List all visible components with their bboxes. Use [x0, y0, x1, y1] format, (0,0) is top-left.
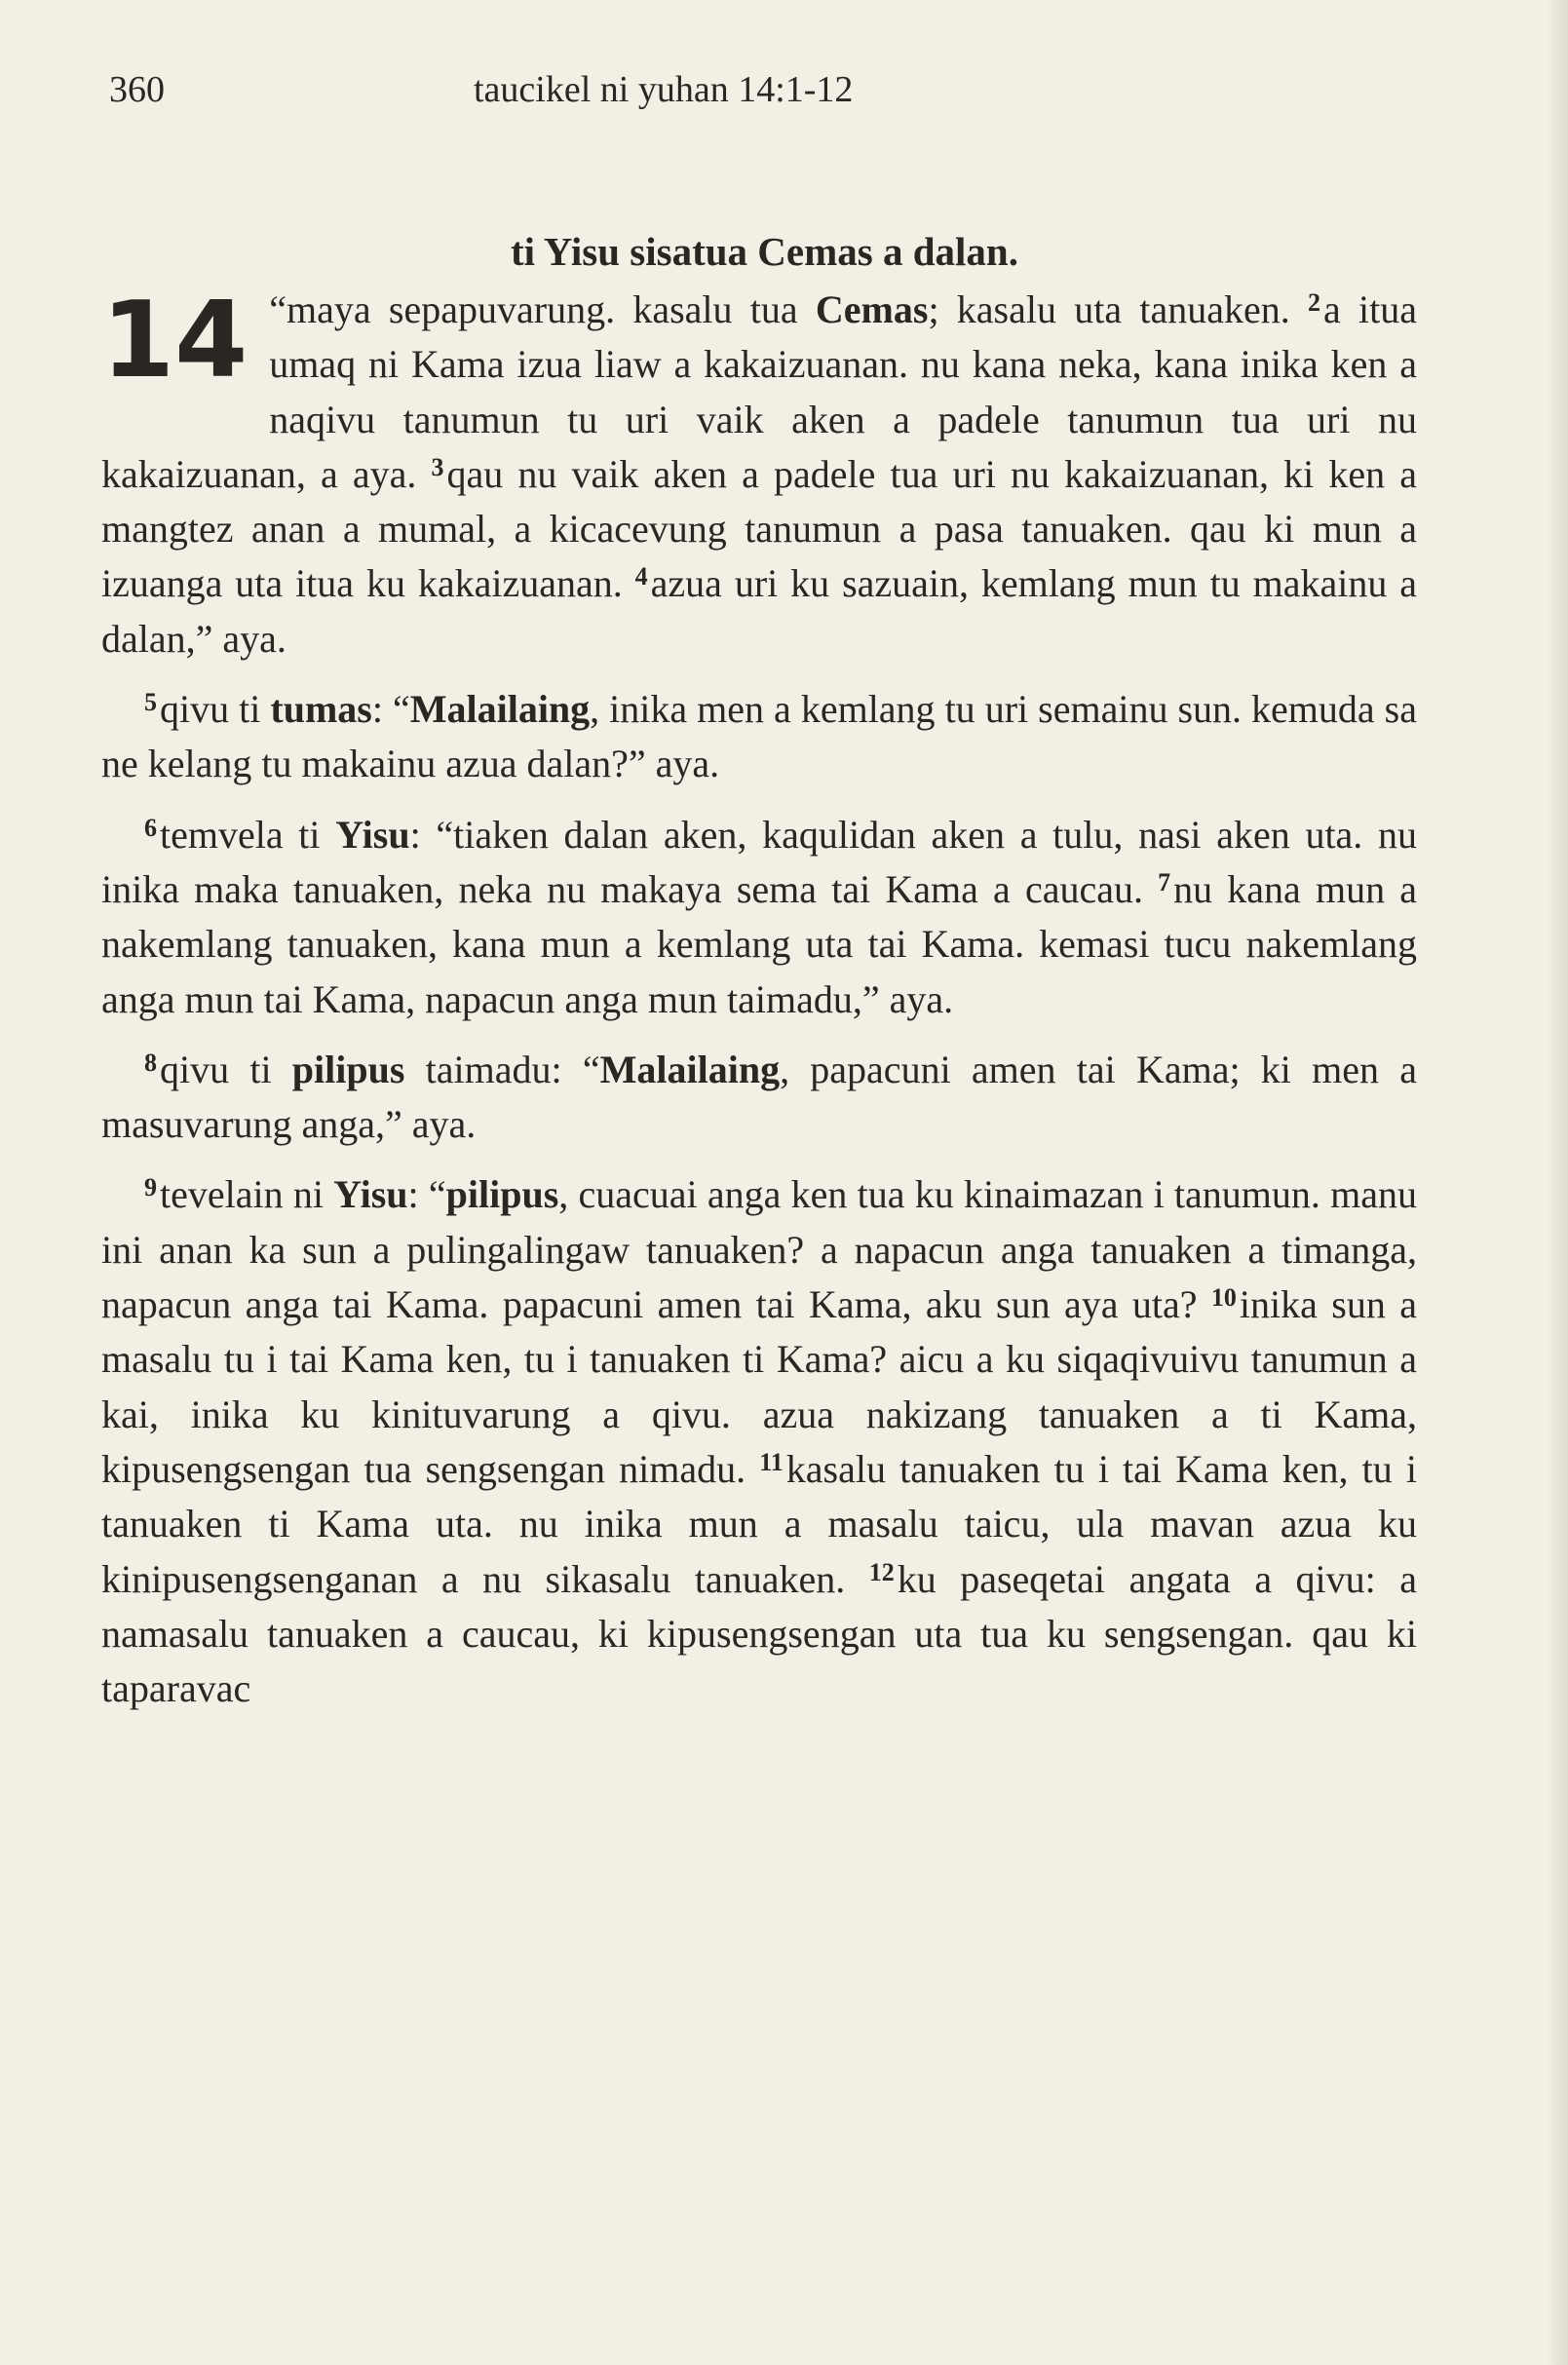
verse-text: “maya sepapuvarung. kasalu tua — [269, 287, 816, 331]
bold-name: tumas — [270, 687, 372, 732]
bold-name: pilipus — [445, 1172, 559, 1217]
verse-text: : “ — [371, 687, 410, 732]
verse-number: 12 — [868, 1557, 895, 1586]
page-number: 360 — [109, 69, 165, 110]
paragraph-5 — [101, 1167, 1417, 1716]
bold-name: Cemas — [815, 287, 929, 331]
section-heading: ti Yisu sisatua Cemas a dalan. — [511, 229, 1018, 274]
verse-number: 2 — [1308, 288, 1321, 317]
verse-text: temvela ti — [160, 812, 336, 857]
paragraph-content — [101, 280, 1418, 661]
paragraph-4 — [101, 1043, 1417, 1153]
bold-name: Malailaing — [409, 687, 591, 732]
verse-text: qau nu vaik aken a padele tua uri nu kakaizuanan, ki ken a mangtez anan a mumal, a kicacevung tanumun a pasa tanuaken. qau ki mun a izuanga uta itua ku kakaizuanan. — [101, 451, 1418, 606]
verse-text: , papacuni amen tai Kama; ki men a masuvarung anga,” aya. — [101, 1047, 1417, 1147]
bold-name: Malailaing — [599, 1047, 781, 1091]
verse-text: qivu ti — [160, 1047, 292, 1091]
verse-number: 6 — [144, 813, 157, 842]
verse-text: azua uri ku sazuain, kemlang mun tu makainu a dalan,” aya. — [101, 561, 1418, 661]
verse-text: inika sun a masalu tu i tai Kama ken, tu i tanuaken ti Kama? aicu a ku siqaqivuivu tanumun a kai, inika ku kinituvarung a qivu. azua nakizang tanuaken a ti Kama, kipusengsengan tua sengsengan nimadu. — [101, 1282, 1417, 1491]
bold-name: pilipus — [291, 1047, 405, 1091]
verse-text: qivu ti — [160, 687, 271, 732]
verse-text: taimadu: “ — [404, 1047, 600, 1091]
verse-text: : “tiaken dalan aken, kaqulidan aken a tulu, nasi aken uta. nu inika maka tanuaken, neka nu makaya sema tai Kama a caucau. — [101, 812, 1418, 911]
verse-number: 5 — [144, 688, 157, 717]
verse-number: 8 — [144, 1048, 157, 1077]
running-head: taucikel ni yuhan 14:1-12 — [474, 69, 854, 110]
paragraph-2 — [101, 682, 1417, 792]
chapter-number: 14 — [101, 280, 249, 401]
chapter-body — [101, 280, 1418, 1716]
verse-number: 9 — [144, 1173, 157, 1202]
verse-number: 3 — [431, 452, 444, 481]
paragraph-content — [101, 687, 1417, 785]
verse-text: a itua umaq ni Kama izua liaw a kakaizuanan. nu kana neka, kana inika ken a naqivu tanumun tu uri vaik aken a padele tanumun tua uri nu kakaizuanan, a aya. — [101, 287, 1418, 496]
verse-number: 11 — [759, 1447, 784, 1476]
verse-text: : “ — [407, 1172, 446, 1217]
bold-name: Yisu — [335, 812, 410, 857]
verse-text: kasalu tanuaken tu i tai Kama ken, tu i tanuaken ti Kama uta. nu inika mun a masalu taicu, ula mavan azua ku kinipusengsenganan a nu sikasalu tanuaken. — [101, 1446, 1417, 1601]
paragraph-content — [101, 1048, 1417, 1146]
verse-number: 7 — [1158, 867, 1171, 896]
verse-text: , inika men a kemlang tu uri semainu sun. kemuda sa ne kelang tu makainu azua dalan?” aya. — [101, 687, 1417, 786]
verse-number: 4 — [634, 562, 648, 591]
page-header — [109, 60, 1459, 119]
page-edge-shadow — [1547, 0, 1568, 2365]
verse-text: tevelain ni — [160, 1172, 334, 1217]
verse-text: ; kasalu uta tanuaken. — [928, 287, 1309, 331]
bold-name: Yisu — [333, 1172, 408, 1217]
verse-text: , cuacuai anga ken tua ku kinaimazan i tanumun. manu ini anan ka sun a pulingalingaw tanuaken? a napacun anga tanuaken a timanga, napacun anga tai Kama. papacuni amen tai Kama, aku sun aya uta? — [101, 1172, 1418, 1327]
paragraph-content — [101, 813, 1417, 1021]
verse-number: 10 — [1210, 1283, 1237, 1313]
paragraph-3 — [101, 808, 1417, 1027]
verse-text: ku paseqetai angata a qivu: a namasalu tanuaken a caucau, ki kipusengsengan uta tua ku sengsengan. qau ki taparavac — [101, 1556, 1418, 1711]
paragraph-content — [101, 1172, 1417, 1710]
verse-text: nu kana mun a nakemlang tanuaken, kana mun a kemlang uta tai Kama. kemasi tucu nakemlang anga mun tai Kama, napacun anga mun taimadu,” aya. — [101, 866, 1417, 1021]
paragraph-1 — [101, 280, 1418, 667]
